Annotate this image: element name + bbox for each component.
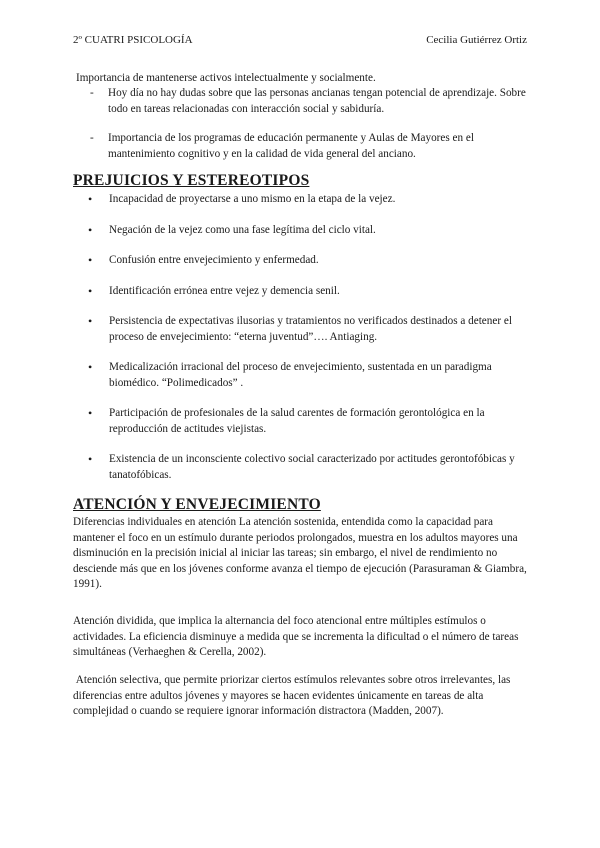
section-heading-prejuicios: PREJUICIOS Y ESTEREOTIPOS: [73, 172, 310, 189]
dash-item-text: Hoy día no hay dudas sobre que las personas ancianas tengan potencial de aprendizaje. Sobre todo en tareas relacionadas con interacción social y sabiduría.: [108, 87, 526, 115]
dash-item: [90, 131, 530, 162]
paragraph-atencion-selectiva: Atención selectiva, que permite priorizar ciertos estímulos relevantes sobre otros irrelevantes, las diferencias entre adultos jóvenes y mayores se hacen evidentes únicamente en tareas de alta complejidad o cuando se requiere ignorar información distractora (Madden, 2007).: [73, 674, 514, 717]
list-item: • Negación de la vejez como una fase legítima del ciclo vital.: [73, 223, 533, 239]
list-item: • Incapacidad de proyectarse a uno mismo en la etapa de la vejez.: [73, 192, 533, 208]
dash-marker: -: [90, 87, 94, 99]
intro-title: Importancia de mantenerse activos intelectualmente y socialmente.: [76, 72, 376, 84]
prejuicios-list: [73, 192, 533, 483]
list-item: • Existencia de un inconsciente colectivo social caracterizado por actitudes gerontofóbicas y tanatofóbicas.: [73, 452, 533, 483]
section-heading-atencion: ATENCIÓN Y ENVEJECIMIENTO: [73, 496, 321, 513]
dash-marker: -: [90, 132, 94, 144]
dash-item: [90, 86, 530, 117]
dash-item-text: Importancia de los programas de educación permanente y Aulas de Mayores en el mantenimiento cognitivo y en la calidad de vida general del anciano.: [108, 132, 474, 160]
header-right: Cecilia Gutiérrez Ortiz: [426, 34, 527, 46]
list-item: • Identificación errónea entre vejez y demencia senil.: [73, 284, 533, 300]
list-item: • Persistencia de expectativas ilusorias y tratamientos no verificados destinados a detener el proceso de envejecimiento: “eterna juventud”…. Antiaging.: [73, 314, 533, 345]
list-item: • Participación de profesionales de la salud carentes de formación gerontológica en la reproducción de actitudes viejistas.: [73, 406, 533, 437]
paragraph-atencion-dividida: Atención dividida, que implica la alternancia del foco atencional entre múltiples estímulos o actividades. La eficiencia disminuye a medida que se incrementa la dificultad o el número de tareas simultáneas (Verhaeghen & Cerella, 2002).: [73, 615, 519, 658]
list-item: • Confusión entre envejecimiento y enfermedad.: [73, 253, 533, 269]
paragraph-atencion-sostenida: Diferencias individuales en atención La atención sostenida, entendida como la capacidad para mantener el foco en un estímulo durante periodos prolongados, muestra en los adultos mayores una disminución en la precisión inicial al iniciar las tareas; sin embargo, el nivel de rendimiento no desciende más que en los jóvenes conforme avanza el tiempo de ejecución (Parasuraman & Giambra, 1991).: [73, 516, 527, 590]
header-left: 2º CUATRI PSICOLOGÍA: [73, 34, 193, 46]
list-item: • Medicalización irracional del proceso de envejecimiento, sustentada en un paradigma biomédico. “Polimedicados” .: [73, 360, 533, 391]
